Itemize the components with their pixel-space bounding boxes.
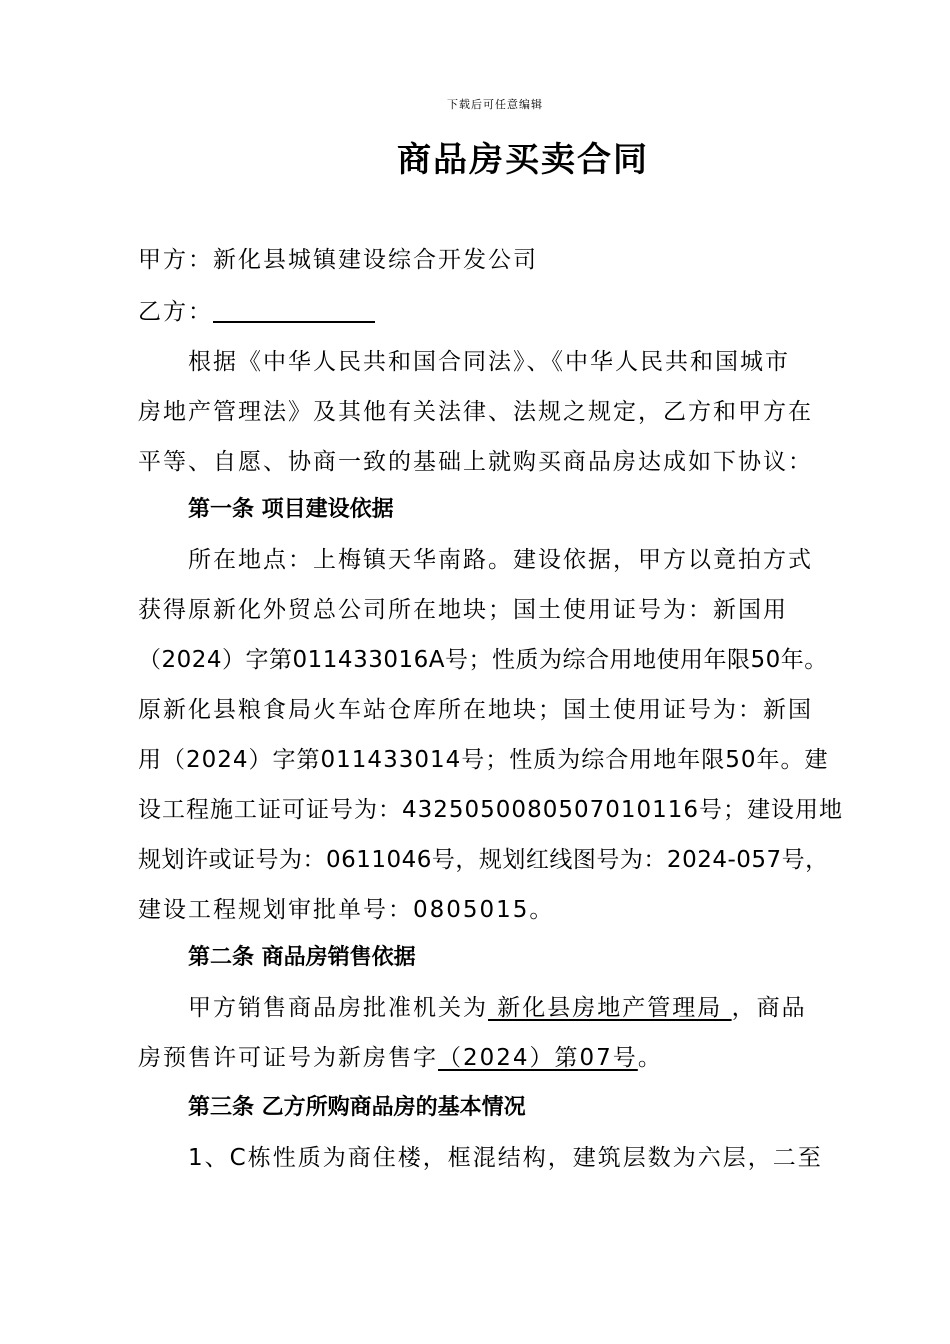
article-2-line-1-prefix: 甲方销售商品房批准机关为 [188,995,488,1021]
article-3-heading: 第三条 乙方所购商品房的基本情况 [188,1095,526,1120]
party-a-line: 甲方：新化县城镇建设综合开发公司 [138,247,538,273]
header-note: 下载后可任意编辑 [447,98,543,111]
party-b-line [138,296,838,328]
article-1-line-1: 所在地点：上梅镇天华南路。建设依据，甲方以竟拍方式 [188,547,813,573]
article-3-line-1: 1、C栋性质为商住楼，框混结构，建筑层数为六层，二至 [188,1145,823,1171]
intro-line-3: 平等、自愿、协商一致的基础上就购买商品房达成如下协议： [138,449,813,475]
article-2-line-2-prefix: 房预售许可证号为新房售字 [138,1045,438,1071]
article-1-line-7: 规划许或证号为：0611046号，规划红线图号为：2024-057号， [138,847,829,873]
document-title: 商品房买卖合同 [397,140,649,180]
party-b-blank [213,297,375,323]
article-1-line-8: 建设工程规划审批单号：0805015。 [138,897,555,923]
article-2-line-1-suffix: ，商品 [731,995,807,1021]
article-1-line-5: 用（2024）字第011433014号；性质为综合用地年限50年。建 [138,747,829,773]
article-1-line-4: 原新化县粮食局火车站仓库所在地块；国土使用证号为：新国 [138,697,813,723]
article-1-heading: 第一条 项目建设依据 [188,497,394,522]
article-1-line-2: 获得原新化外贸总公司所在地块；国土使用证号为：新国用 [138,597,788,623]
intro-line-1: 根据《中华人民共和国合同法》、《中华人民共和国城市 [188,349,790,375]
article-2-heading: 第二条 商品房销售依据 [188,945,416,970]
article-2-line-2 [138,1042,838,1074]
approval-authority: 新化县房地产管理局 [488,995,732,1021]
presale-permit-number: （2024）第07号 [438,1045,638,1071]
article-2-line-1 [188,992,888,1024]
intro-line-2: 房地产管理法》及其他有关法律、法规之规定，乙方和甲方在 [138,399,813,425]
article-1-line-6: 设工程施工证可证号为：432505008050701011​6号；建设用地 [138,797,844,823]
article-1-line-3: （2024）字第011433016A号；性质为综合用地使用年限50年。 [138,647,828,673]
party-b-label: 乙方： [138,299,213,325]
article-2-line-2-suffix: 。 [637,1045,663,1071]
